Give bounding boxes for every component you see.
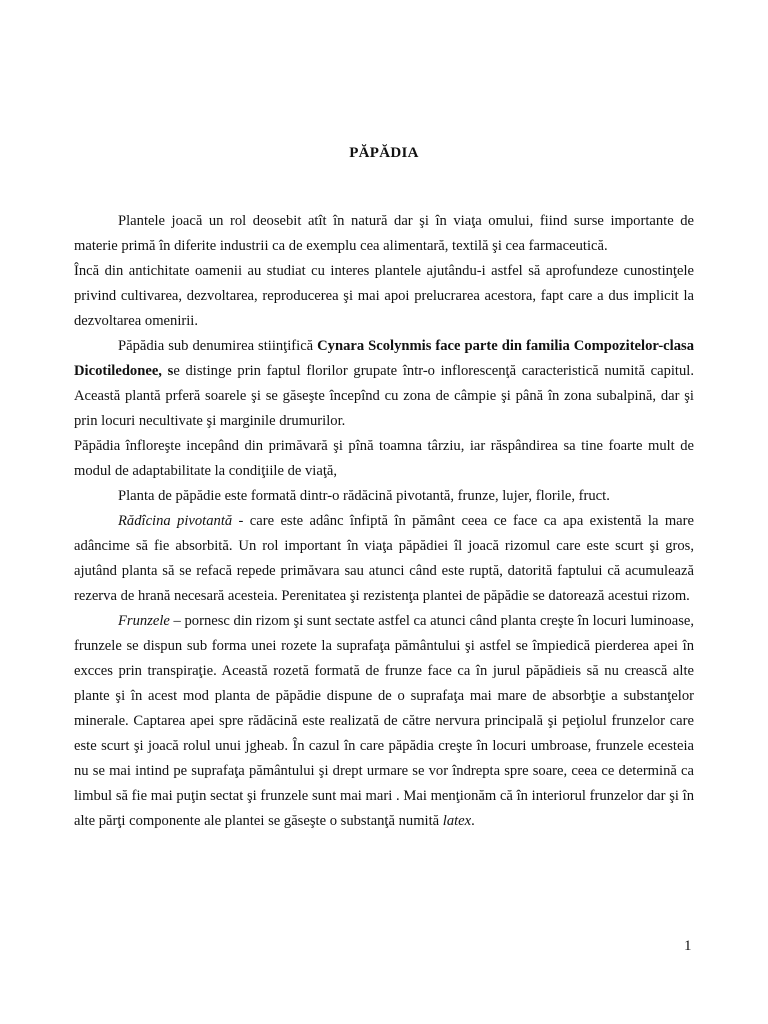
latex-term: latex bbox=[442, 813, 472, 829]
paragraph-text: e distinge prin faptul florilor grupate într-o inflorescenţă caracteristică numită capitul. Această plantă prferă soarele şi se găseşte începînd cu zona de câmpie şi până în zona subalpină, dar şi prin locuri necultivate şi marginile drumurilor. bbox=[74, 363, 694, 429]
paragraph-leaves bbox=[74, 609, 694, 834]
paragraph-text: – pornesc din rizom şi sunt sectate astfel ca atunci când planta creşte în locuri luminoase, frunzele se dispun sub forma unei rozete la suprafaţa pământului şi astfel se împiedică pierderea apei în excces prin transpiraţie. Această rozetă formată de frunze face ca în jurul păpădieis să nu crească alte plante şi în acest mod planta de păpădie dispune de o suprafaţa mai mare de absorbţie a substanţelor minerale. Captarea apei spre rădăcină este realizată de către nervura principală şi peţiolul frunzelor care este scurt şi joacă rolul unui jgheab. În cazul în care păpădia creşte în locuri umbroase, frunzele ecesteia nu se mai intind pe suprafaţa pământului şi drept urmare se vor îndrepta spre soare, ceea ce determină ca limbul să fie mai puţin sectat şi frunzele sunt mai mari . Mai menţionăm că în interiorul frunzelor dar şi în alte părţi componente ale plantei se găseşte o substanţă numită bbox=[74, 613, 694, 829]
paragraph-root bbox=[74, 509, 694, 609]
leaves-term: Frunzele bbox=[118, 613, 170, 629]
paragraph-antiquity: Încă din antichitate oamenii au studiat cu interes plantele ajutându-i astfel să aprofundeze cunostinţele privind cultivarea, dezvoltarea, reproducerea şi mai apoi prelucrarea acestora, fapt care a dus implicit la dezvoltarea omenirii. bbox=[74, 263, 694, 329]
paragraph-text: - care este adânc înfiptă în pământ ceea ce face ca apa existentă la mare adâncime să fie absorbită. Un rol important în viaţa păpădiei îl joacă rizomul care este scurt şi gros, ajutând planta să se refacă repede primăvara sau atunci când este ruptă, datorită faptului că acumulează rezerva de hrană necesară acesteia. Perenitatea şi rezistenţa plantei de păpădie se datorează acestui rizom. bbox=[74, 513, 694, 604]
scientific-name-bold: Cynara Scolynmis face parte din familia Compozitelor-clasa Dicotiledonee, s bbox=[74, 338, 694, 379]
paragraph-text: . bbox=[471, 813, 475, 829]
page-number: 1 bbox=[684, 938, 692, 954]
page-title: PĂPĂDIA bbox=[349, 145, 419, 161]
paragraph-flowering: Păpădia înfloreşte incepând din primăvară şi pînă toamna târziu, iar răspândirea sa tine foarte mult de modul de adaptabilitate la condiţiile de viaţă, bbox=[74, 438, 694, 479]
paragraph-scientific-name bbox=[74, 334, 694, 434]
document-body bbox=[74, 209, 694, 834]
paragraph-structure: Planta de păpădie este formată dintr-o rădăcină pivotantă, frunze, lujer, florile, fruct. bbox=[118, 488, 610, 504]
root-term: Rădîcina pivotantă bbox=[118, 513, 233, 529]
paragraph-text: Păpădia sub denumirea stiinţifică bbox=[118, 338, 318, 354]
paragraph-intro: Plantele joacă un rol deosebit atît în natură dar şi în viaţa omului, fiind surse importante de materie primă în diferite industrii ca de exemplu cea alimentară, textilă şi cea farmaceutică. bbox=[74, 213, 694, 254]
